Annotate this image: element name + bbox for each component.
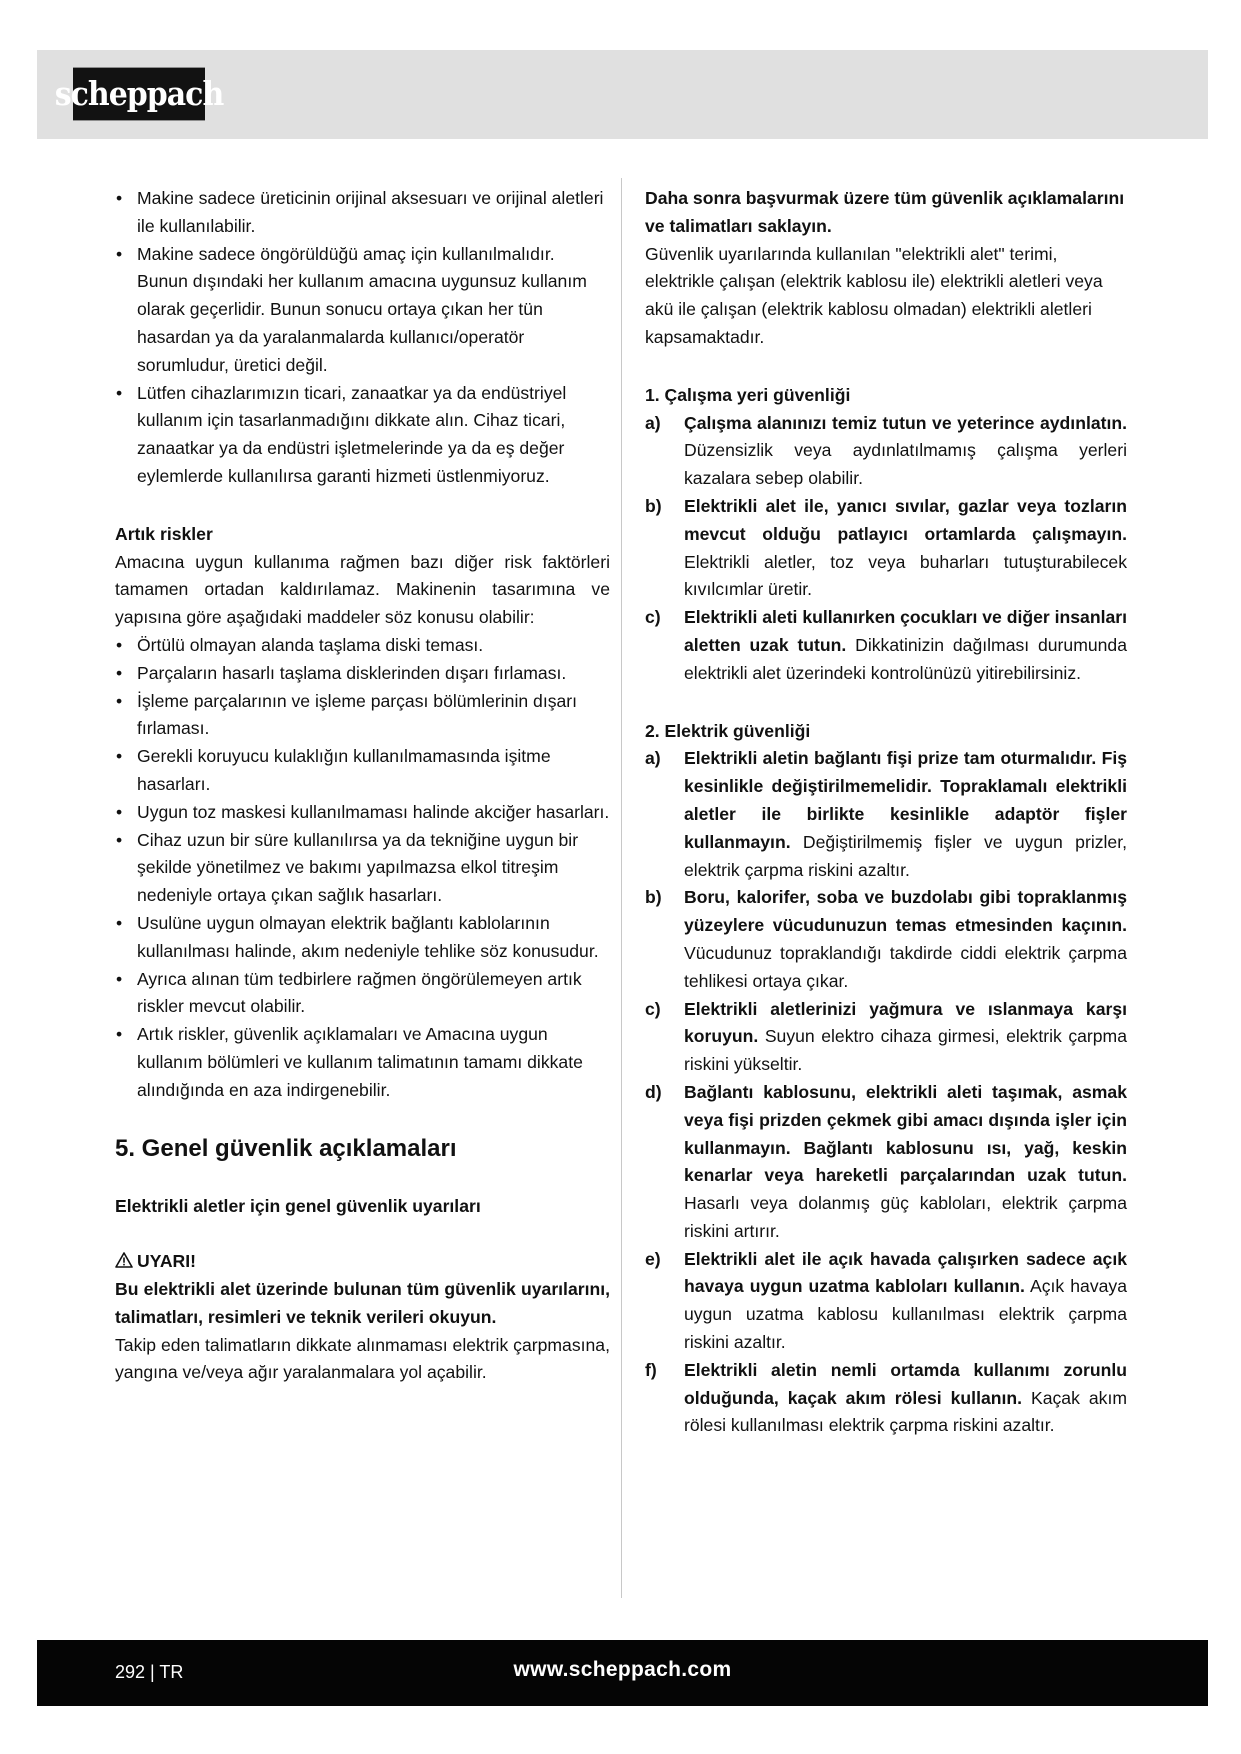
page-footer [37,1640,1208,1706]
list-item: e) Elektrikli alet ile açık havada çalışırken sadece açık havaya uygun uzatma kabloları kullanın. Açık havaya uygun uzatma kablosu kullanılması elektrik çarpma riskini azaltır. [645,1248,1127,1353]
list-item: c) Elektrikli aleti kullanırken çocukları ve diğer insanları aletten uzak tutun. Dikkatinizin dağılması durumunda elektrikli alet üzerindeki kontrolünüzü yitirebilirsiniz. [645,607,1127,683]
list-item: • Uygun toz maskesi kullanılmaması halinde akciğer hasarları. [115,799,610,827]
work-area-heading: 1. Çalışma yeri güvenliği [645,384,851,405]
residual-risks-heading: Artık riskler [115,523,213,544]
list-item: • Örtülü olmayan alanda taşlama diski teması. [115,632,610,660]
list-item: • Usulüne uygun olmayan elektrik bağlantı kablolarının kullanılması halinde, akım nedeniyle tehlike söz konusudur. [115,910,610,966]
list-item: • İşleme parçalarının ve işleme parçası bölümlerinin dışarı fırlaması. [115,688,610,744]
warning-label: UYARI! [137,1251,196,1272]
left-column [115,185,610,1387]
warning-heading [115,1248,610,1276]
scheppach-logo: scheppach [73,68,205,121]
residual-bullet-list [115,632,610,1105]
list-item: a) Elektrikli aletin bağlantı fişi prize tam oturmalıdır. Fiş kesinlikle değiştirilmemelidir. Topraklamalı elektrikli aletler ile birlikte kesinlikle adaptör fişler kullanmayın. Değiştirilmemiş fişler ve uygun prizler, elektrik çarpma riskini azaltır. [645,748,1127,880]
right-column [645,185,1127,1440]
list-item: c) Elektrikli aletlerinizi yağmura ve ıslanmaya karşı koruyun. Suyun elektro cihaza girmesi, elektrik çarpma riskini yükseltir. [645,998,1127,1075]
section-title: 5. Genel güvenlik açıklamaları [115,1134,457,1162]
list-item: f) Elektrikli aletin nemli ortamda kullanımı zorunlu olduğunda, kaçak akım rölesi kullanın. Kaçak akım rölesi kullanılması elektrik çarpma riskini azaltır. [645,1359,1127,1436]
page-header [37,50,1208,139]
list-item: • Artık riskler, güvenlik açıklamaları ve Amacına uygun kullanım bölümleri ve kullanım talimatının tamamı dikkate alındığında en aza indirgenebilir. [115,1021,610,1104]
electrical-safety-list [645,745,1127,1440]
warning-bold-text: Bu elektrikli alet üzerinde bulunan tüm güvenlik uyarılarını, talimatları, resimleri ve teknik verileri okuyun. [115,1279,610,1327]
list-item: • Cihaz uzun bir süre kullanılırsa ya da tekniğine uygun bir şekilde yönetilmez ve bakımı yapılmazsa elkol titreşim nedeniyle ortaya çıkan sağlık hasarları. [115,827,610,910]
residual-risks-intro: Amacına uygun kullanıma rağmen bazı diğer risk faktörleri tamamen ortadan kaldırılamaz. Makinenin tasarımına ve yapısına göre aşağıdaki maddeler söz konusu olabilir: [115,551,610,628]
electrical-safety-heading: 2. Elektrik güvenliği [645,720,811,741]
warning-triangle-icon [115,1252,133,1268]
list-item: b) Boru, kalorifer, soba ve buzdolabı gibi topraklanmış yüzeylere vücudunuzun temas etmesinden kaçının. Vücudunuz topraklandığı takdirde ciddi elektrik çarpma tehlikesi ortaya çıkar. [645,887,1127,991]
list-item: • Makine sadece üreticinin orijinal aksesuarı ve orijinal aletleri ile kullanılabilir. [115,185,610,241]
list-item: • Parçaların hasarlı taşlama disklerinden dışarı fırlaması. [115,660,610,688]
power-tool-term-text: Güvenlik uyarılarında kullanılan "elektrikli alet" terimi, elektrikle çalışan (elektrik kablosu ile) elektrikli aletleri veya akü ile çalışan (elektrik kablosu olmadan) elektrikli aletleri kapsamaktadır. [645,243,1103,347]
list-item: • Makine sadece öngörüldüğü amaç için kullanılmalıdır. Bunun dışındaki her kullanım amacına uygunsuz kullanım olarak geçerlidir. Bunun sonucu ortaya çıkan her tün hasardan ya da yaralanmalarda kullanıcı/operatör sorumludur, üretici değil. [115,241,610,380]
list-item: • Gerekli koruyucu kulaklığın kullanılmamasında işitme hasarları. [115,743,610,799]
list-item: • Ayrıca alınan tüm tedbirlere rağmen öngörülemeyen artık riskler mevcut olabilir. [115,966,610,1022]
page-number: 292 | TR [115,1662,184,1682]
list-item: • Lütfen cihazlarımızın ticari, zanaatkar ya da endüstriyel kullanım için tasarlanmadığını dikkate alın. Cihaz ticari, zanaatkar ya da endüstri işletmelerinde ya da eş değer eylemlerde kullanılırsa garanti hizmeti üstlenmiyoruz. [115,380,610,491]
list-item: b) Elektrikli alet ile, yanıcı sıvılar, gazlar veya tozların mevcut olduğu patlayıcı ortamlarda çalışmayın. Elektrikli aletler, toz veya buharları tutuşturabilecek kıvılcımlar üretir. [645,495,1127,600]
list-item: a) Çalışma alanınızı temiz tutun ve yeterince aydınlatın. Düzensizlik veya aydınlatılmamış çalışma yerleri kazalara sebep olabilir. [645,412,1127,489]
intro-bullet-list [115,185,610,491]
website-link[interactable]: www.scheppach.com [513,1658,732,1681]
warning-text: Takip eden talimatların dikkate alınmaması elektrik çarpmasına, yangına ve/veya ağır yaralanmalara yol açabilir. [115,1334,610,1383]
work-area-list [645,410,1127,688]
list-item: d) Bağlantı kablosunu, elektrikli aleti taşımak, asmak veya fişi prizden çekmek gibi amacı dışında işler için kullanmayın. Bağlantı kablosunu ısı, yağ, keskin kenarlar veya hareketli parçalarından uzak tutun. Hasarlı veya dolanmış güç kabloları, elektrik çarpma riskini artırır. [645,1081,1127,1241]
subsection-title: Elektrikli aletler için genel güvenlik uyarıları [115,1195,481,1216]
column-divider [621,178,622,1598]
keep-instructions-text: Daha sonra başvurmak üzere tüm güvenlik açıklamalarını ve talimatları saklayın. [645,188,1125,236]
